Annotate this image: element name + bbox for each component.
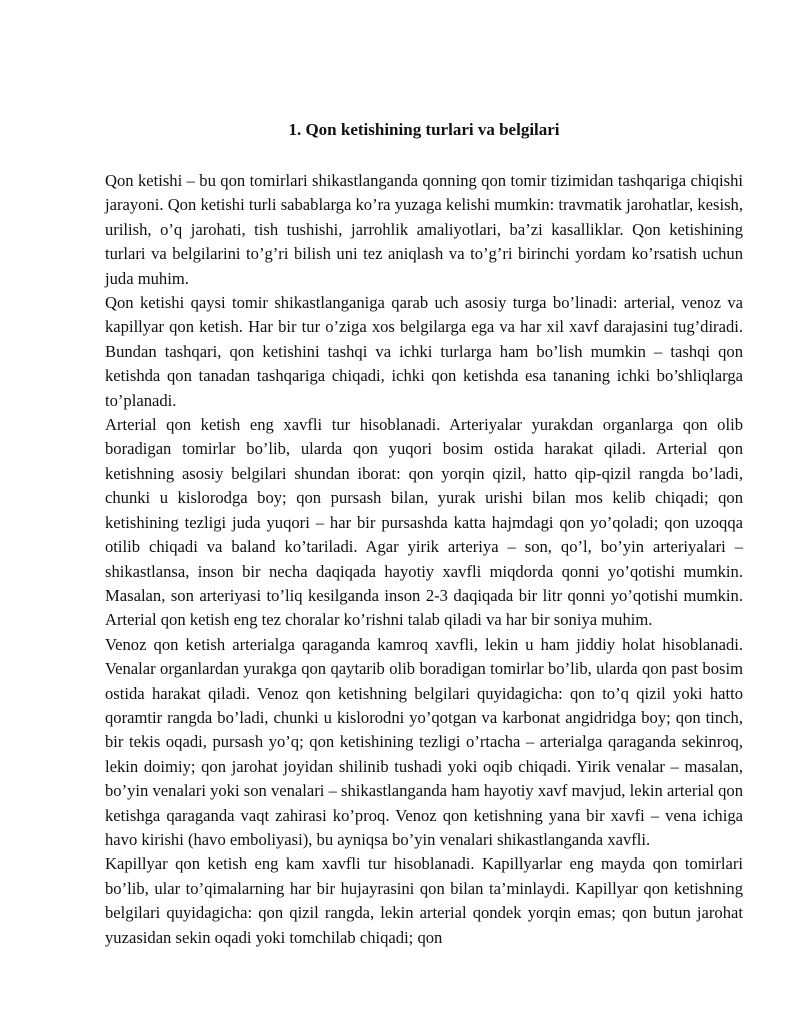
- paragraph-classification: Qon ketishi qaysi tomir shikastlanganiga qarab uch asosiy turga bo’linadi: arterial, venoz va kapillyar qon ketish. Har bir tur o’ziga xos belgilarga ega va har xil xavf darajasini tug’diradi. Bundan tashqari, qon ketishini tashqi va ichki turlarga ham bo’lish mumkin – tashqi qon ketishda qon tanadan tashqariga chiqadi, ichki qon ketishda esa tananing ichki bo’shliqlarga to’planadi.: [105, 293, 743, 410]
- paragraph-arterial: Arterial qon ketish eng xavfli tur hisoblanadi. Arteriyalar yurakdan organlarga qon olib boradigan tomirlar bo’lib, ularda qon yuqori bosim ostida harakat qiladi. Arterial qon ketishning asosiy belgilari shundan iborat: qon yorqin qizil, hatto qip-qizil rangda bo’ladi, chunki u kislorodga boy; qon pursash bilan, yurak urishi bilan mos kelib chiqadi; qon ketishining tezligi juda yuqori – har bir pursashda katta hajmdagi qon yo’qoladi; qon uzoqqa otilib chiqadi va baland ko’tariladi. Agar yirik arteriya – son, qo’l, bo’yin arteriyalari – shikastlansa, inson bir necha daqiqada hayotiy xavfli miqdorda qonni yo’qotishi mumkin. Masalan, son arteriyasi to’liq kesilganda inson 2-3 daqiqada bir litr qonni yo’qotishi mumkin. Arterial qon ketish eng tez choralar ko’rishni talab qiladi va har bir soniya muhim.: [105, 415, 743, 630]
- document-title: 1. Qon ketishining turlari va belgilari: [288, 120, 560, 139]
- paragraph-definition: Qon ketishi – bu qon tomirlari shikastlanganda qonning qon tomir tizimidan tashqariga chiqishi jarayoni. Qon ketishi turli sabablarga ko’ra yuzaga kelishi mumkin: travmatik jarohatlar, kesish, urilish, o’q jarohati, tish tushishi, jarrohlik amaliyotlari, ba’zi kasalliklar. Qon ketishining turlari va belgilarini to’g’ri bilish uni tez aniqlash va to’g’ri birinchi yordam ko’rsatish uchun juda muhim.: [105, 171, 743, 288]
- paragraph-capillary: Kapillyar qon ketish eng kam xavfli tur hisoblanadi. Kapillyarlar eng mayda qon tomirlari bo’lib, ular to’qimalarning har bir hujayrasini qon bilan ta’minlaydi. Kapillyar qon ketishning belgilari quyidagicha: qon qizil rangda, lekin arterial qondek yorqin emas; qon butun jarohat yuzasidan sekin oqadi yoki tomchilab chiqadi; qon: [105, 854, 743, 947]
- paragraph-venous: Venoz qon ketish arterialga qaraganda kamroq xavfli, lekin u ham jiddiy holat hisoblanadi. Venalar organlardan yurakga qon qaytarib olib boradigan tomirlar bo’lib, ularda qon past bosim ostida harakat qiladi. Venoz qon ketishning belgilari quyidagicha: qon to’q qizil yoki hatto qoramtir rangda bo’ladi, chunki u kislorodni yo’qotgan va karbonat angidridga boy; qon tinch, bir tekis oqadi, pursash yo’q; qon ketishining tezligi o’rtacha – arterialga qaraganda sekinroq, lekin doimiy; qon jarohat joyidan shilinib tushadi yoki oqib chiqadi. Yirik venalar – masalan, bo’yin venalari yoki son venalari – shikastlanganda ham hayotiy xavf mavjud, lekin arterial qon ketishga qaraganda vaqt zahirasi ko’proq. Venoz qon ketishning yana bir xavfi – vena ichiga havo kirishi (havo emboliyasi), bu ayniqsa bo’yin venalari shikastlanganda xavfli.: [105, 634, 743, 849]
